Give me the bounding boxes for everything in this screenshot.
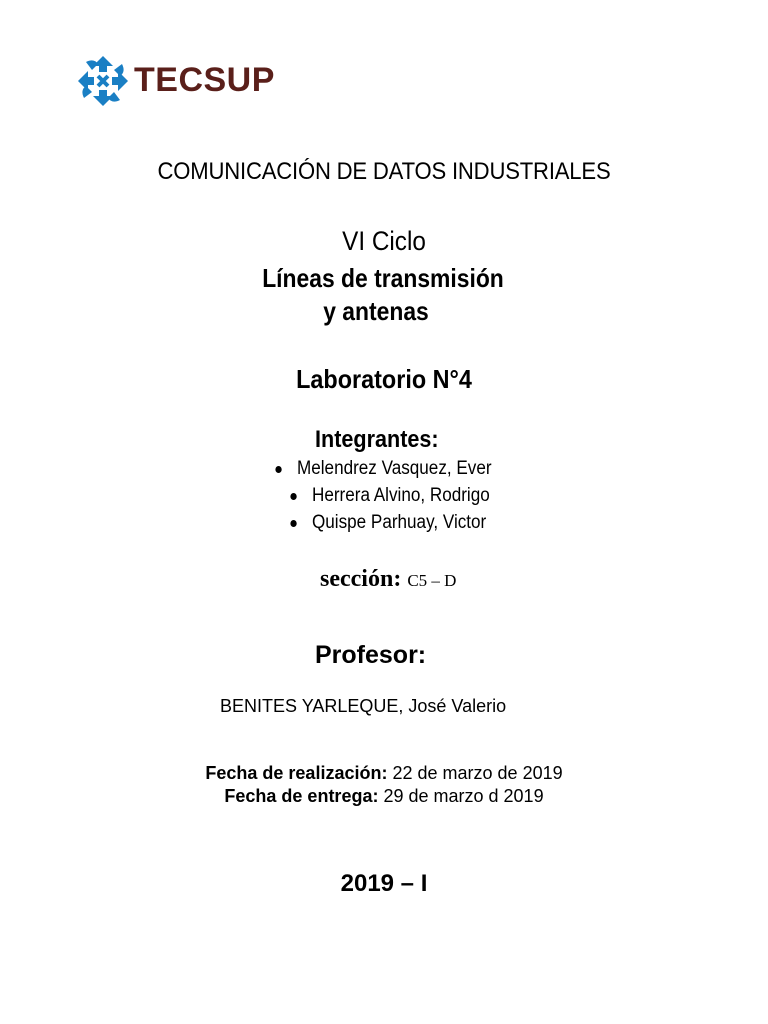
course-title: COMUNICACIÓN DE DATOS INDUSTRIALES xyxy=(157,158,611,185)
professor-name: BENITES YARLEQUE, José Valerio xyxy=(220,696,507,716)
date-delivered-value: 29 de marzo d 2019 xyxy=(383,786,544,806)
members-heading: Integrantes: xyxy=(315,426,439,453)
date-delivered xyxy=(0,786,768,807)
logo-wordmark: TECSUP xyxy=(134,61,275,99)
date-performed xyxy=(0,763,768,784)
date-performed-label: Fecha de realización: xyxy=(205,763,388,783)
member-name: Quispe Parhuay, Victor xyxy=(312,512,487,533)
members-list xyxy=(270,458,516,539)
tecsup-logo xyxy=(76,54,286,110)
member-name: Melendrez Vasquez, Ever xyxy=(297,458,492,479)
bullet-icon xyxy=(290,493,296,500)
list-item xyxy=(285,485,493,512)
bullet-icon xyxy=(290,520,296,527)
ciclo-label: VI Ciclo xyxy=(342,226,426,256)
list-item xyxy=(285,512,493,539)
section-line xyxy=(320,566,456,593)
topic-title-line-2: y antenas xyxy=(323,296,429,326)
tecsup-logo-icon xyxy=(76,54,130,108)
lab-number: Laboratorio N°4 xyxy=(296,364,472,394)
section-value: C5 – D xyxy=(407,571,457,590)
section-label: sección: xyxy=(320,566,402,592)
list-item xyxy=(270,458,492,485)
academic-period: 2019 – I xyxy=(340,870,428,897)
date-delivered-label: Fecha de entrega: xyxy=(224,786,379,806)
bullet-icon xyxy=(275,466,281,473)
topic-title-line-1: Líneas de transmisión xyxy=(262,263,504,293)
professor-heading: Profesor: xyxy=(315,641,427,669)
member-name: Herrera Alvino, Rodrigo xyxy=(312,485,490,506)
date-performed-value: 22 de marzo de 2019 xyxy=(392,763,563,783)
